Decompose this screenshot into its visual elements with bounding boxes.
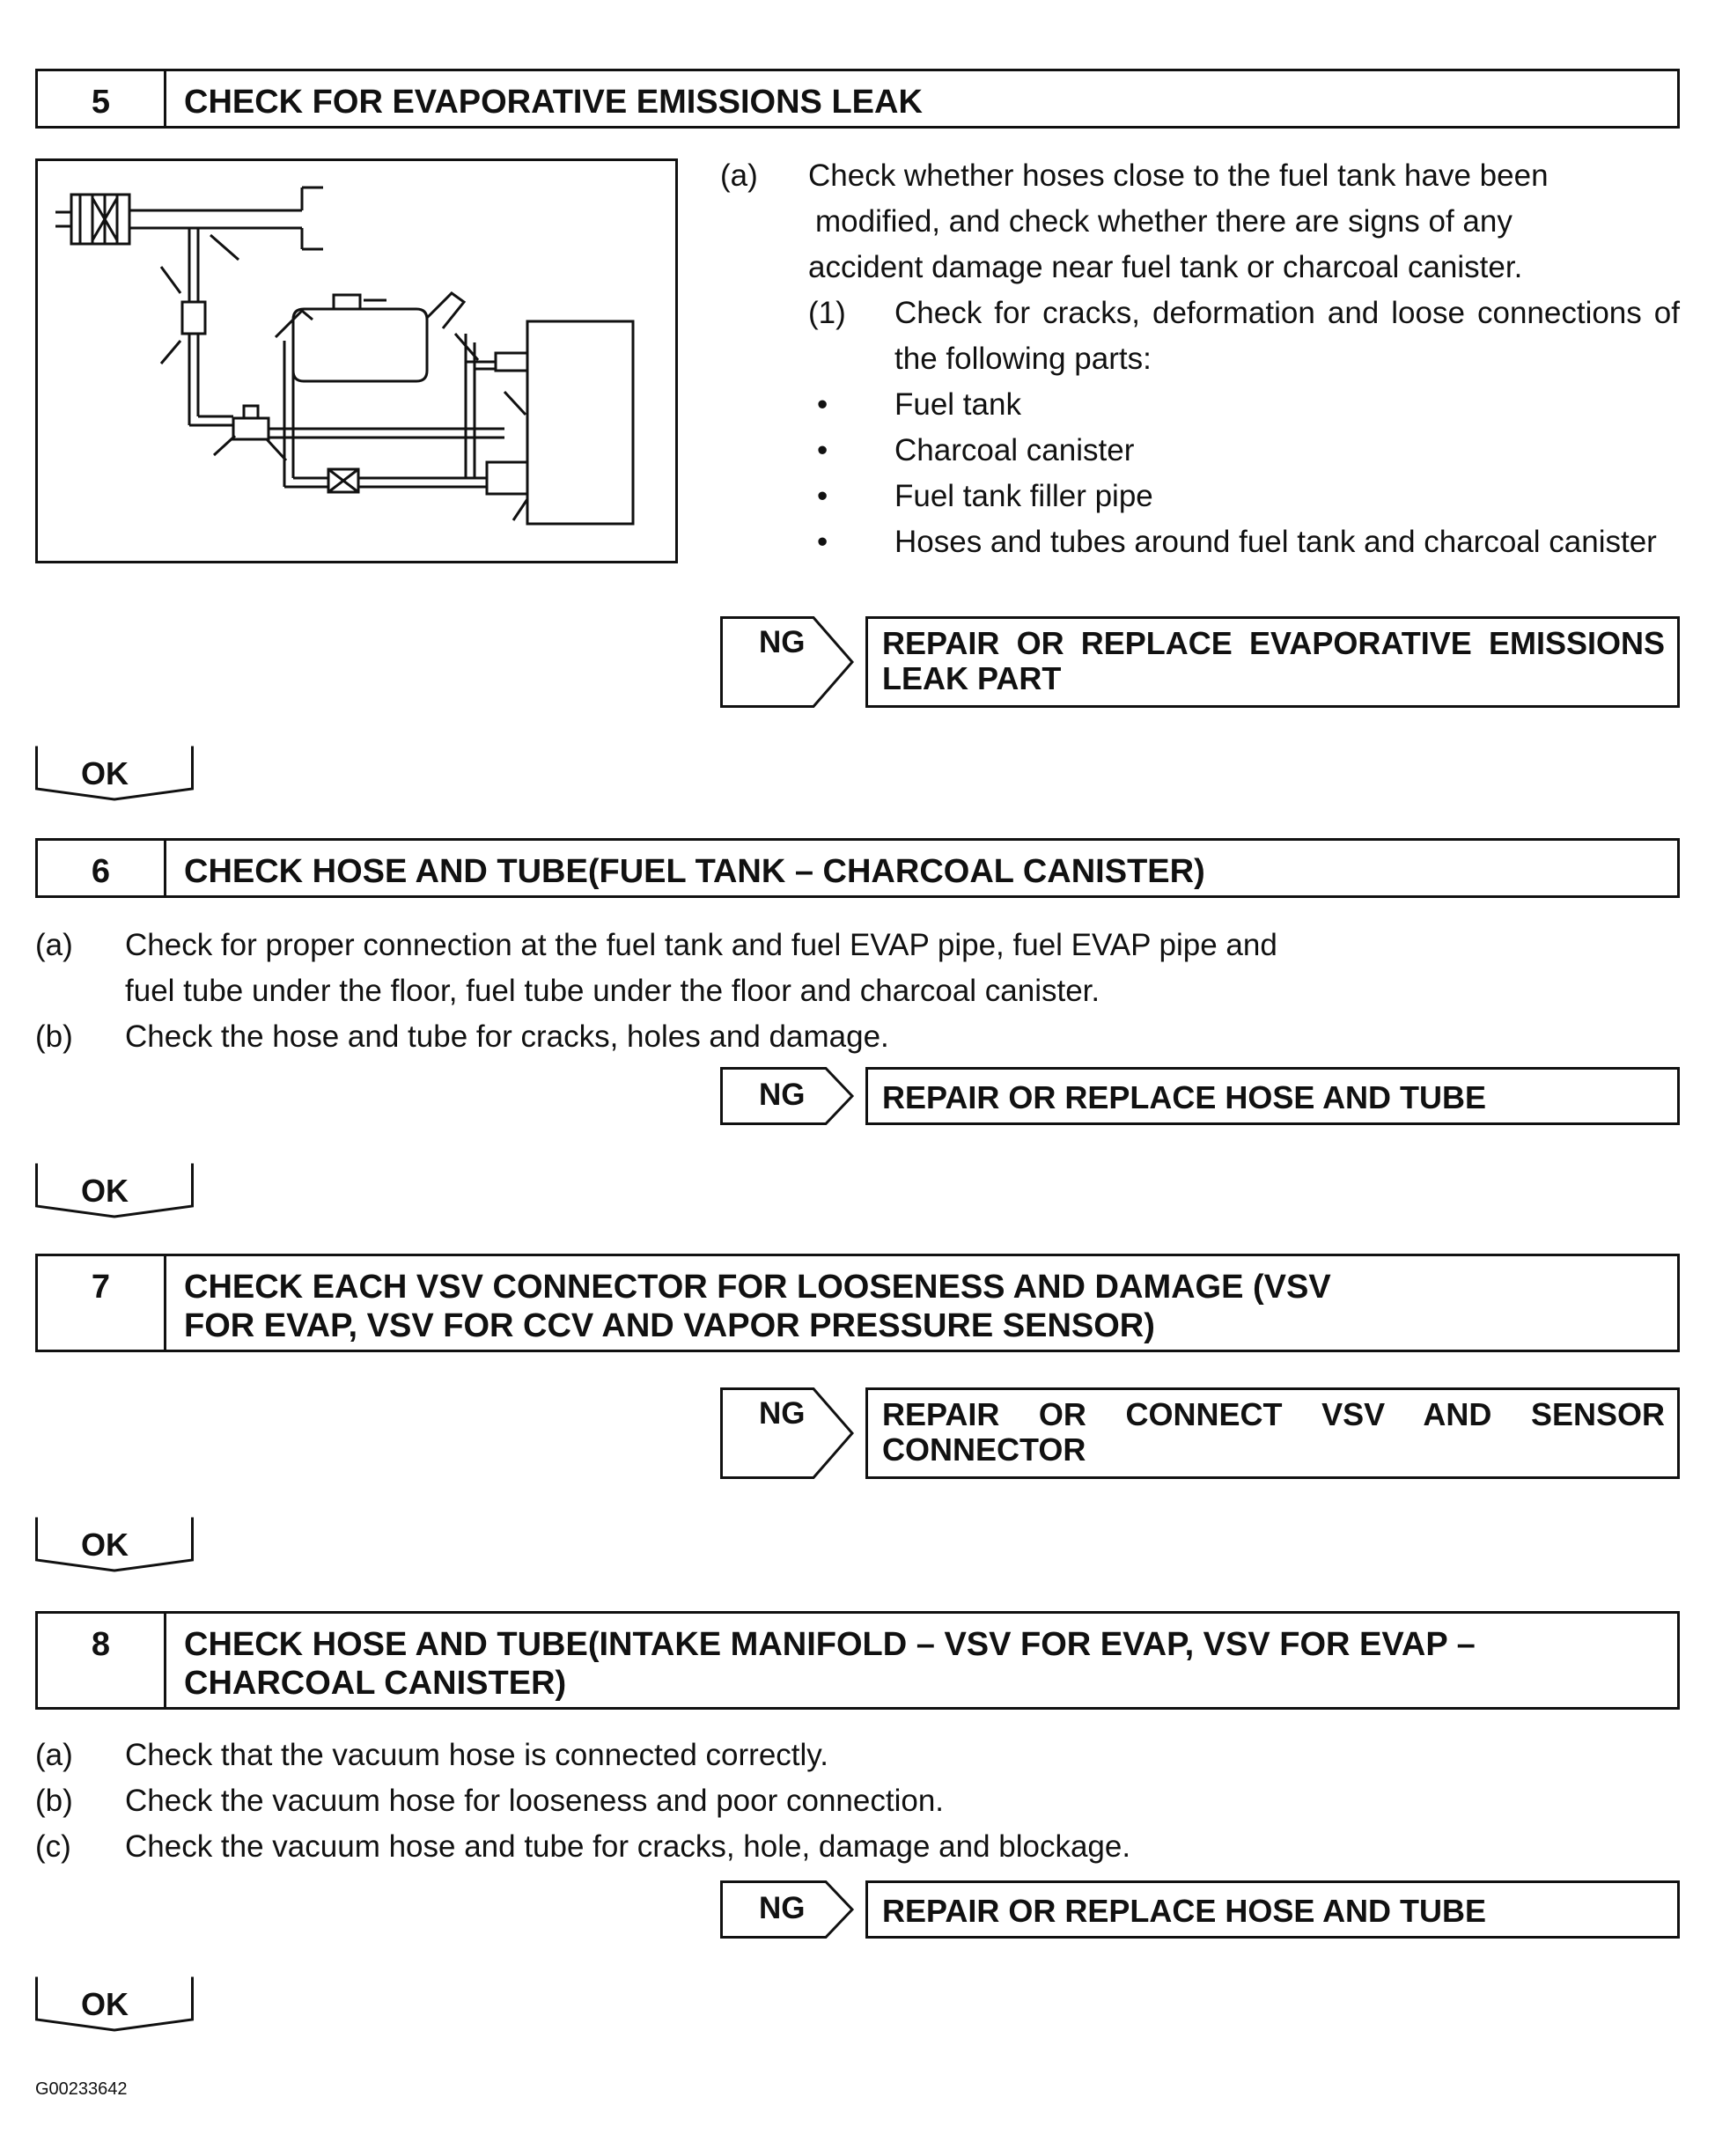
item-label: (a) [720,158,758,193]
item-text: Check the vacuum hose and tube for cracks, hole, damage and blockage. [125,1829,1131,1864]
bullet-icon: • [817,525,828,559]
text-line: Check for proper connection at the fuel tank and fuel EVAP pipe, fuel EVAP pipe and [125,928,1277,962]
bullet-item [720,382,1680,428]
step-title: CHECK HOSE AND TUBE(INTAKE MANIFOLD – VSV FOR EVAP, VSV FOR EVAP – CHARCOAL CANISTER) [184,1626,1476,1702]
item-label: (b) [35,1784,73,1818]
ng-label: NG [759,1078,806,1112]
bullet-text: Hoses and tubes around fuel tank and charcoal canister [894,525,1657,559]
ng-label: NG [759,625,806,659]
item-text: Check that the vacuum hose is connected correctly. [125,1738,828,1772]
step-8-instructions [35,1733,1680,1870]
step-7-header [35,1254,1680,1352]
item-text: Check the hose and tube for cracks, holes and damage. [125,1019,889,1054]
bullet-text: Fuel tank filler pipe [894,479,1153,513]
sub-item-1 [720,291,1680,382]
evap-system-diagram [35,158,678,563]
text-line: modified, and check whether there are signs of any [815,204,1513,239]
ng-label: NG [759,1891,806,1925]
item-label: (b) [35,1019,73,1054]
bullet-item [720,474,1680,519]
instruction-b [35,1014,1680,1060]
bullet-item [720,428,1680,474]
item-text [808,153,1680,291]
item-text: Check the vacuum hose for looseness and poor connection. [125,1784,945,1818]
step-6-header [35,838,1680,898]
ok-tab [35,1516,194,1572]
ok-label: OK [81,1173,129,1209]
item-text [125,923,1680,1014]
step-6-instructions [35,923,1680,1060]
sub-item-label: (1) [808,296,846,330]
ok-label: OK [81,755,129,791]
text-line: Check whether hoses close to the fuel tank have been [808,158,1549,193]
item-label: (a) [35,1738,73,1772]
ng-action-box: REPAIR OR REPLACE HOSE AND TUBE [865,1067,1680,1125]
ok-tab [35,1976,194,2032]
ok-label: OK [81,1986,129,2022]
step-8-header [35,1611,1680,1710]
ng-tab [720,616,861,708]
instruction-a [35,923,1680,1014]
step-5-instructions [720,153,1680,565]
bullet-icon: • [817,387,828,422]
ok-tab [35,1162,194,1218]
step-5-header [35,69,1680,129]
evap-system-diagram-drawing [38,161,675,561]
step-title: CHECK FOR EVAPORATIVE EMISSIONS LEAK [184,84,923,121]
step-number: 7 [38,1256,166,1350]
item-label: (a) [35,928,73,962]
text-line: fuel tube under the floor, fuel tube under the floor and charcoal canister. [125,974,1100,1008]
figure-id: G00233642 [35,2079,128,2099]
ng-tab [720,1387,861,1479]
ng-tab [720,1067,861,1125]
instruction-a [35,1733,1680,1778]
instruction-b [35,1778,1680,1824]
instruction-a [720,153,1680,291]
bullet-icon: • [817,479,828,513]
text-line: accident damage near fuel tank or charcoal canister. [808,250,1523,284]
step-title: CHECK HOSE AND TUBE(FUEL TANK – CHARCOAL CANISTER) [184,853,1205,890]
bullet-item [720,519,1680,565]
ng-action-box: REPAIR OR CONNECT VSV AND SENSOR CONNECTOR [865,1387,1680,1479]
bullet-text: Charcoal canister [894,433,1135,467]
bullet-text: Fuel tank [894,387,1021,422]
step-number: 8 [38,1614,166,1707]
sub-item-text: Check for cracks, deformation and loose connections of the following parts: [894,296,1680,376]
ng-action-box: REPAIR OR REPLACE HOSE AND TUBE [865,1880,1680,1939]
ok-label: OK [81,1527,129,1563]
ng-label: NG [759,1396,806,1431]
ng-tab [720,1880,861,1939]
step-number: 6 [38,841,166,895]
instruction-c [35,1824,1680,1870]
ng-action-box: REPAIR OR REPLACE EVAPORATIVE EMISSIONS LEAK PART [865,616,1680,708]
bullet-icon: • [817,433,828,467]
step-number: 5 [38,71,166,126]
item-label: (c) [35,1829,71,1864]
step-title: CHECK EACH VSV CONNECTOR FOR LOOSENESS AND DAMAGE (VSV FOR EVAP, VSV FOR CCV AND VAPOR PRESSURE SENSOR) [184,1269,1331,1344]
ok-tab [35,745,194,801]
